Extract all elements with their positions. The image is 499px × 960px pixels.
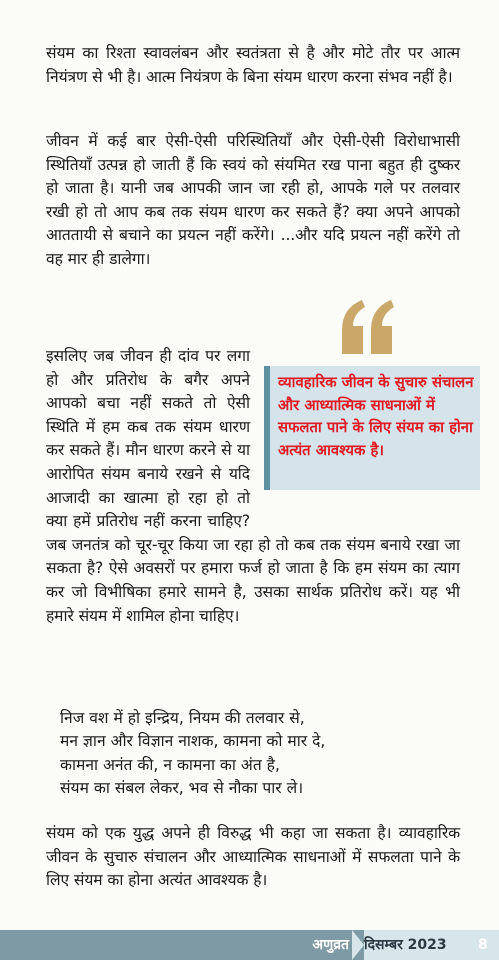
quote-mark-icon: [338, 292, 398, 362]
footer-chevron-icon: [352, 930, 364, 960]
paragraph-2: जीवन में कई बार ऐसी-ऐसी परिस्थितियाँ और ऐसी-ऐसी विरोधाभासी स्थितियाँ उत्पन्न हो जाती हैं कि स्वयं को संयमित रख पाना बहुत ही दुष्कर हो जाता है। यानी जब आपकी जान जा रही हो, आपके गले पर तलवार रखी हो तो आप कब तक संयम धारण कर सकते हैं? क्या अपने आपको आततायी से बचाने का प्रयत्न नहीं करेंगे। ...और यदि प्रयत्न नहीं करेंगे तो वह मार ही डालेगा।: [46, 132, 460, 268]
pull-quote-box: [264, 366, 480, 490]
poem-stanza: [60, 707, 325, 801]
paragraph-3-text: इसलिए जब जीवन ही दांव पर लगा हो और प्रतिरोध के बगैर अपने आपको बचा नहीं सकते तो ऐसी स्थिति में हम कब तक संयम धारण कर सकते हैं। मौन धारण करने से या आरोपित संयम बनाये रखने से यदि आजादी का खात्मा हो रहा हो तो क्या हमें प्रतिरोध नहीं करना चाहिए? जब जनतंत्र को चूर-चूर किया जा रहा हो तो कब तक संयम बनाये रखा जा सकता है? ऐसे अवसरों पर हमारा फर्ज हो जाता है कि हम संयम का त्याग कर जो विभीषिका हमारे सामने है, उसका सार्थक प्रतिरोध करें। यह भी हमारे संयम में शामिल होना चाहिए।: [46, 347, 460, 625]
page-number: 8: [478, 937, 488, 953]
poem-line: निज वश में हो इन्द्रिय, नियम की तलवार से,: [60, 709, 305, 727]
paragraph-1: संयम का रिश्ता स्वावलंबन और स्वतंत्रता से है और मोटे तौर पर आत्म नियंत्रण से भी है। आत्म नियंत्रण के बिना संयम धारण करना संभव नहीं है।: [46, 44, 460, 86]
magazine-name: अणुव्रत: [312, 937, 349, 953]
poem-line: कामना अनंत की, न कामना का अंत है,: [60, 755, 280, 774]
poem-line: मन ज्ञान और विज्ञान नाशक, कामना को मार दे,: [60, 732, 326, 751]
paragraph-5: संयम को एक युद्ध अपने ही विरुद्ध भी कहा जा सकता है। व्यावहारिक जीवन के सुचारु संचालन और आध्यात्मिक साधनाओं में सफलता पाने के लिए संयम का होना अत्यंत आवश्यक है।: [46, 824, 460, 890]
issue-date: दिसम्बर 2023: [364, 937, 447, 953]
poem-line: संयम का संबल लेकर, भव से नौका पार ले।: [60, 779, 304, 798]
page-footer: [0, 930, 499, 960]
pull-quote-text: व्यावहारिक जीवन के सुचारु संचालन और आध्यात्मिक साधनाओं में सफलता पाने के लिए संयम का होना अत्यंत आवश्यक है।: [278, 374, 474, 459]
